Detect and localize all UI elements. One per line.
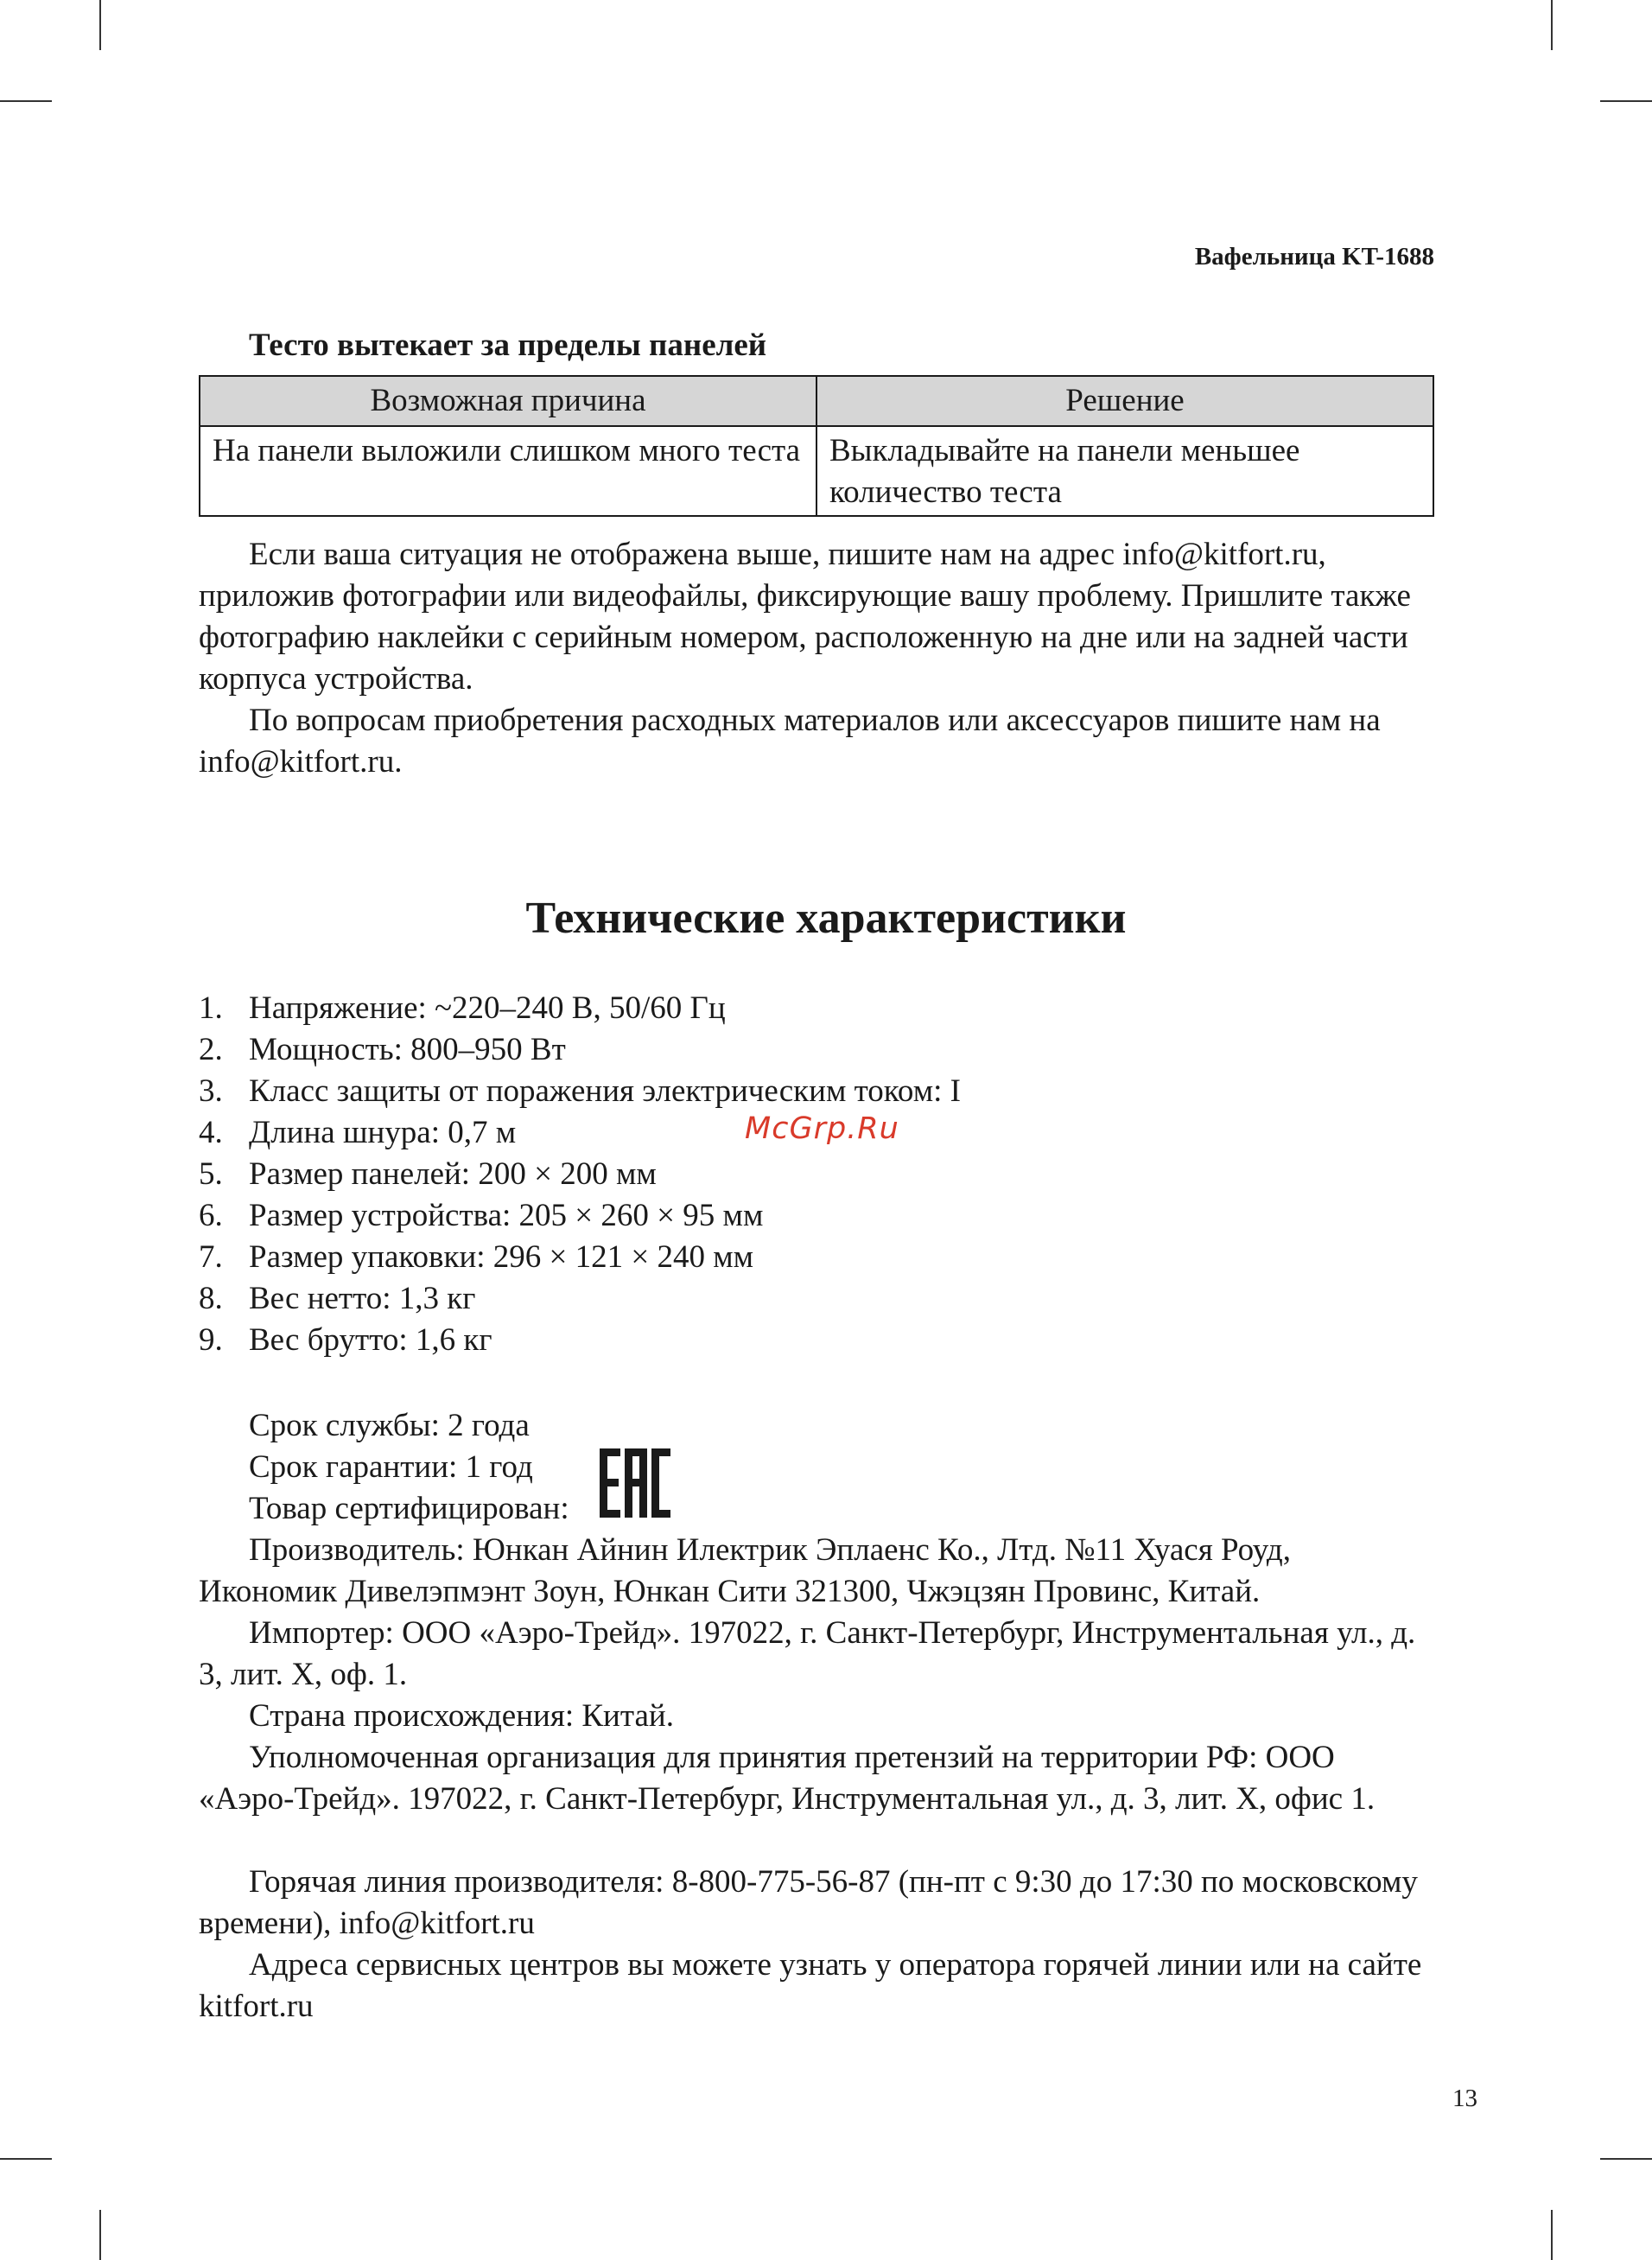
trouble-title: Тесто вытекает за пределы панелей bbox=[249, 328, 767, 363]
crop-mark bbox=[0, 100, 52, 102]
manufacturer-paragraph: Производитель: Юнкан Айнин Илектрик Эплаенс Ко., Лтд. №11 Хуася Роуд, Икономик Дивелэпмэнт Зоун, Юнкан Сити 321300, Чжэцзян Провинс, Китай. bbox=[199, 1532, 1291, 1609]
certified-label: Товар сертифицирован: bbox=[249, 1491, 569, 1526]
list-item: 1. Напряжение: ~220–240 В, 50/60 Гц bbox=[199, 990, 726, 1026]
solution-cell: Выкладывайте на панели меньшее количество теста bbox=[816, 426, 1433, 516]
origin-paragraph: Страна происхождения: Китай. bbox=[249, 1698, 674, 1734]
list-item: 3. Класс защиты от поражения электрическим током: I bbox=[199, 1073, 961, 1109]
authorized-paragraph: Уполномоченная организация для принятия претензий на территории РФ: ООО «Аэро-Трейд». 197022, г. Санкт-Петербург, Инструментальная ул., д. 3, лит. Х, офис 1. bbox=[199, 1740, 1376, 1817]
cause-cell: На панели выложили слишком много теста bbox=[200, 426, 816, 516]
crop-mark bbox=[1551, 2210, 1553, 2260]
specs-heading: Технические характеристики bbox=[525, 894, 1127, 943]
hotline-paragraph: Горячая линия производителя: 8-800-775-56-87 (пн-пт с 9:30 до 17:30 по московскому времени), info@kitfort.ru bbox=[199, 1864, 1418, 1941]
table-row bbox=[200, 426, 1433, 516]
list-item: 9. Вес брутто: 1,6 кг bbox=[199, 1322, 492, 1358]
accessories-paragraph: По вопросам приобретения расходных материалов или аксессуаров пишите нам на info@kitfort.ru. bbox=[199, 703, 1381, 780]
list-item: 5. Размер панелей: 200 × 200 мм bbox=[199, 1156, 657, 1192]
list-item: 8. Вес нетто: 1,3 кг bbox=[199, 1281, 476, 1316]
specs-list bbox=[199, 988, 961, 1361]
list-item: 4. Длина шнура: 0,7 м bbox=[199, 1115, 517, 1150]
importer-paragraph: Импортер: ООО «Аэро-Трейд». 197022, г. Санкт-Петербург, Инструментальная ул., д. 3, лит. Х, оф. 1. bbox=[199, 1615, 1416, 1692]
service-life: Срок службы: 2 года bbox=[249, 1408, 530, 1443]
eac-mark-icon bbox=[598, 1447, 672, 1519]
crop-mark bbox=[0, 2158, 52, 2160]
crop-mark bbox=[99, 0, 101, 50]
list-item: 7. Размер упаковки: 296 × 121 × 240 мм bbox=[199, 1239, 754, 1275]
service-centers-paragraph: Адреса сервисных центров вы можете узнать у оператора горячей линии или на сайте kitfort.ru bbox=[199, 1947, 1422, 2024]
list-item: 6. Размер устройства: 205 × 260 × 95 мм bbox=[199, 1198, 764, 1233]
crop-mark bbox=[1600, 2158, 1652, 2160]
column-header-solution: Решение bbox=[816, 376, 1433, 426]
crop-mark bbox=[1600, 100, 1652, 102]
crop-mark bbox=[1551, 0, 1553, 50]
watermark: McGrp.Ru bbox=[745, 1111, 899, 1146]
crop-mark bbox=[99, 2210, 101, 2260]
warranty: Срок гарантии: 1 год bbox=[249, 1449, 533, 1485]
page-number: 13 bbox=[1452, 2085, 1477, 2112]
column-header-cause: Возможная причина bbox=[200, 376, 816, 426]
list-item: 2. Мощность: 800–950 Вт bbox=[199, 1032, 566, 1067]
page-header: Вафельница KT-1688 bbox=[1194, 243, 1434, 271]
troubleshooting-table bbox=[199, 375, 1434, 517]
contact-paragraph: Если ваша ситуация не отображена выше, пишите нам на адрес info@kitfort.ru, приложив фотографии или видеофайлы, фиксирующие вашу проблему. Пришлите также фотографию наклейки с серийным номером, расположенную на дне или на задней части корпуса устройства. bbox=[199, 537, 1411, 697]
